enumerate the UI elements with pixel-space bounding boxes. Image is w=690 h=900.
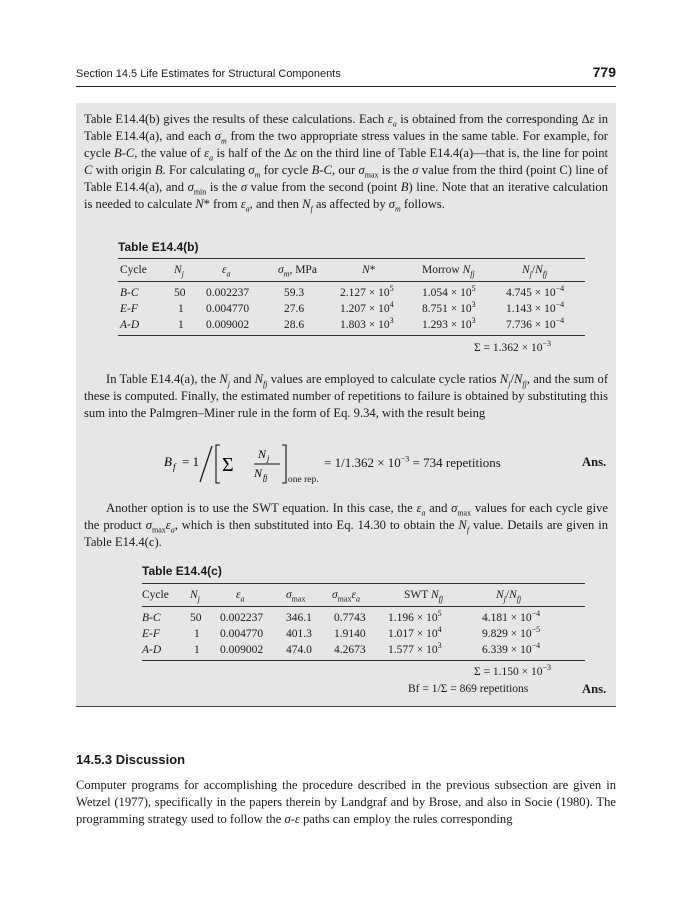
table-cell-ratio: $4.745 \times 10^{-4}$ bbox=[506, 284, 565, 299]
table-c-header-nj: $N_j$ bbox=[190, 589, 200, 604]
table-cell-product: 0.7743 bbox=[334, 612, 366, 624]
table-cell-sigmamax: 346.1 bbox=[286, 612, 312, 624]
table-cell-cycle: B-C bbox=[120, 287, 139, 299]
table-cell-epsa: 0.004770 bbox=[206, 303, 250, 315]
table-cell-morrow: $1.054 \times 10^5$ bbox=[422, 284, 476, 299]
table-cell-ratio: $6.339 \times 10^{-4}$ bbox=[482, 641, 541, 656]
table-cell-nj: 1 bbox=[178, 319, 184, 331]
table-cell-morrow: $8.751 \times 10^3$ bbox=[422, 300, 476, 315]
eq-subscript-label: one rep. bbox=[288, 475, 319, 485]
table-c-top-rule bbox=[142, 583, 585, 584]
table-cell-epsa: 0.002237 bbox=[206, 287, 250, 299]
table-cell-epsa: 0.002237 bbox=[220, 612, 264, 624]
table-cell-ratio: $9.829 \times 10^{-5}$ bbox=[482, 625, 541, 640]
eq-b: B bbox=[164, 454, 172, 469]
table-c-result: Bf = 1/Σ = 869 repetitions bbox=[408, 683, 529, 695]
running-header bbox=[76, 64, 616, 86]
table-cell-morrow: $1.293 \times 10^3$ bbox=[422, 316, 476, 331]
eq-den-sub: fj bbox=[263, 473, 268, 482]
table-b-top-rule bbox=[118, 258, 585, 259]
table-c-bottom-rule bbox=[142, 660, 585, 661]
table-b-sum: $\Sigma = 1.362 \times 10^{-3}$ bbox=[474, 339, 552, 354]
eq-sigma: Σ bbox=[222, 454, 234, 476]
section-body: Computer programs for accomplishing the procedure described in the previous subsection are given in Wetzel (1977), specifically in the papers therein by Landgraf and by Brose, and also in Socie (1980). The programming strategy used to follow the σ-ε paths can employ the rules corresponding bbox=[76, 778, 616, 826]
eq-num: N bbox=[258, 447, 267, 461]
table-b-header-ratio: $N_j/N_{fj}$ bbox=[522, 264, 548, 279]
section-title: Section 14.5 Life Estimates for Structural Components bbox=[76, 68, 341, 80]
table-c-header-rule bbox=[142, 606, 585, 607]
table-cell-ratio: $4.181 \times 10^{-4}$ bbox=[482, 609, 541, 624]
page-number: 779 bbox=[592, 64, 616, 80]
table-c-sum: $\Sigma = 1.150 \times 10^{-3}$ bbox=[474, 663, 552, 678]
table-cell-nj: 1 bbox=[194, 644, 200, 656]
table-c-caption: Table E14.4(c) bbox=[142, 564, 222, 578]
eq-left-bracket bbox=[216, 445, 220, 483]
table-cell-epsa: 0.004770 bbox=[220, 628, 264, 640]
table-c-header-sigmamax: $\sigma_{max}$ bbox=[286, 589, 306, 604]
eq-right-bracket bbox=[282, 445, 286, 483]
table-c-answer-label: Ans. bbox=[582, 682, 607, 696]
table-b-bottom-rule bbox=[118, 335, 585, 336]
eq-equals-one: = 1 bbox=[182, 454, 200, 469]
example-box bbox=[76, 103, 616, 707]
table-cell-product: 1.9140 bbox=[334, 628, 366, 640]
eq-answer-label: Ans. bbox=[582, 455, 607, 469]
table-cell-nstar: $1.207 \times 10^4$ bbox=[340, 300, 394, 315]
table-cell-product: 4.2673 bbox=[334, 644, 366, 656]
table-c-header-swt: SWT $N_{fj}$ bbox=[404, 589, 444, 604]
table-cell-nj: 1 bbox=[194, 628, 200, 640]
paragraph-2: In Table E14.4(a), the $N_j$ and $N_{fj}$ values are employed to calculate cycle ratios $N_j/N_{fj}$, and the sum of these is computed. Finally, the estimated number of repetitions to failure is obtained by substituting this sum into the Palmgren–Miner rule in the form of Eq. 9.34, with the result being bbox=[84, 372, 609, 420]
table-cell-cycle: A-D bbox=[120, 319, 140, 331]
table-cell-ratio: $1.143 \times 10^{-4}$ bbox=[506, 300, 565, 315]
table-b-header-nj: $N_j$ bbox=[174, 264, 184, 279]
table-cell-epsa: 0.009002 bbox=[220, 644, 264, 656]
table-cell-sigmam: 27.6 bbox=[284, 303, 305, 315]
paragraph-3: Another option is to use the SWT equation. In this case, the $\varepsilon_a$ and $\sigma_{max}$ values for each cycle give the product $\sigma_{max}\varepsilon_a$, which is then substituted into Eq. 14.30 to obtain the $N_f$ value. Details are given in Table E14.4(c). bbox=[84, 501, 609, 549]
table-c-header-ratio: $N_j/N_{fj}$ bbox=[496, 589, 522, 604]
table-cell-nstar: $1.803 \times 10^3$ bbox=[340, 316, 394, 331]
header-rule bbox=[76, 86, 616, 87]
eq-slash bbox=[200, 446, 212, 482]
eq-den: N bbox=[254, 466, 263, 480]
intro-paragraph: Table E14.4(b) gives the results of these calculations. Each $\varepsilon_a$ is obtained from the corresponding Δε in Table E14.4(a), and each $\sigma_m$ from the two appropriate stress values in the same table. For example, for cycle B-C, the value of $\varepsilon_a$ is half of the Δε on the third line of Table E14.4(a)—that is, the line for point C with origin B. For calculating $\sigma_m$ for cycle B-C, our $\sigma_{max}$ is the σ value from the third (point C) line of Table E14.4(a), and $\sigma_{min}$ is the σ value from the second (point B) line. Note that an iterative calculation is needed to calculate N* from $\varepsilon_a$, and then $N_f$ as affected by $\sigma_m$ follows. bbox=[84, 112, 609, 214]
table-b-header-cycle: Cycle bbox=[120, 264, 147, 276]
table-cell-nstar: $2.127 \times 10^5$ bbox=[340, 284, 394, 299]
table-cell-sigmam: 28.6 bbox=[284, 319, 305, 331]
table-cell-nj: 1 bbox=[178, 303, 184, 315]
table-cell-nj: 50 bbox=[174, 287, 186, 299]
table-cell-sigmamax: 401.3 bbox=[286, 628, 312, 640]
table-cell-cycle: A-D bbox=[142, 644, 162, 656]
table-cell-sigmamax: 474.0 bbox=[286, 644, 312, 656]
table-cell-cycle: B-C bbox=[142, 612, 161, 624]
eq-b-sub: f bbox=[173, 462, 176, 472]
table-cell-nj: 50 bbox=[190, 612, 202, 624]
table-c-header-cycle: Cycle bbox=[142, 589, 169, 601]
section-heading: 14.5.3 Discussion bbox=[76, 752, 186, 767]
table-cell-swt: $1.017 \times 10^4$ bbox=[388, 625, 442, 640]
table-b-header-rule bbox=[118, 281, 585, 282]
table-b-header-nstar: N* bbox=[362, 264, 376, 276]
eq-num-sub: j bbox=[267, 454, 270, 463]
table-b-caption: Table E14.4(b) bbox=[118, 240, 199, 254]
table-b-header-morrow: Morrow $N_{fj}$ bbox=[422, 264, 475, 279]
table-cell-ratio: $7.736 \times 10^{-4}$ bbox=[506, 316, 565, 331]
table-cell-epsa: 0.009002 bbox=[206, 319, 250, 331]
palmgren-miner-equation bbox=[76, 442, 616, 492]
table-c-header-product: $\sigma_{max}\varepsilon_a$ bbox=[332, 589, 360, 604]
table-cell-swt: $1.196 \times 10^5$ bbox=[388, 609, 442, 624]
table-b-header-sigmam: $\sigma_m$, MPa bbox=[278, 264, 317, 279]
table-b-header-epsa: $\varepsilon_a$ bbox=[222, 264, 231, 279]
table-cell-sigmam: 59.3 bbox=[284, 287, 305, 299]
table-cell-cycle: E-F bbox=[120, 303, 138, 315]
table-cell-cycle: E-F bbox=[142, 628, 160, 640]
eq-rhs: = $1/1.362 \times 10^{-3} = 734$ repetitions bbox=[324, 454, 501, 470]
table-c-header-epsa: $\varepsilon_a$ bbox=[236, 589, 245, 604]
table-cell-swt: $1.577 \times 10^3$ bbox=[388, 641, 442, 656]
